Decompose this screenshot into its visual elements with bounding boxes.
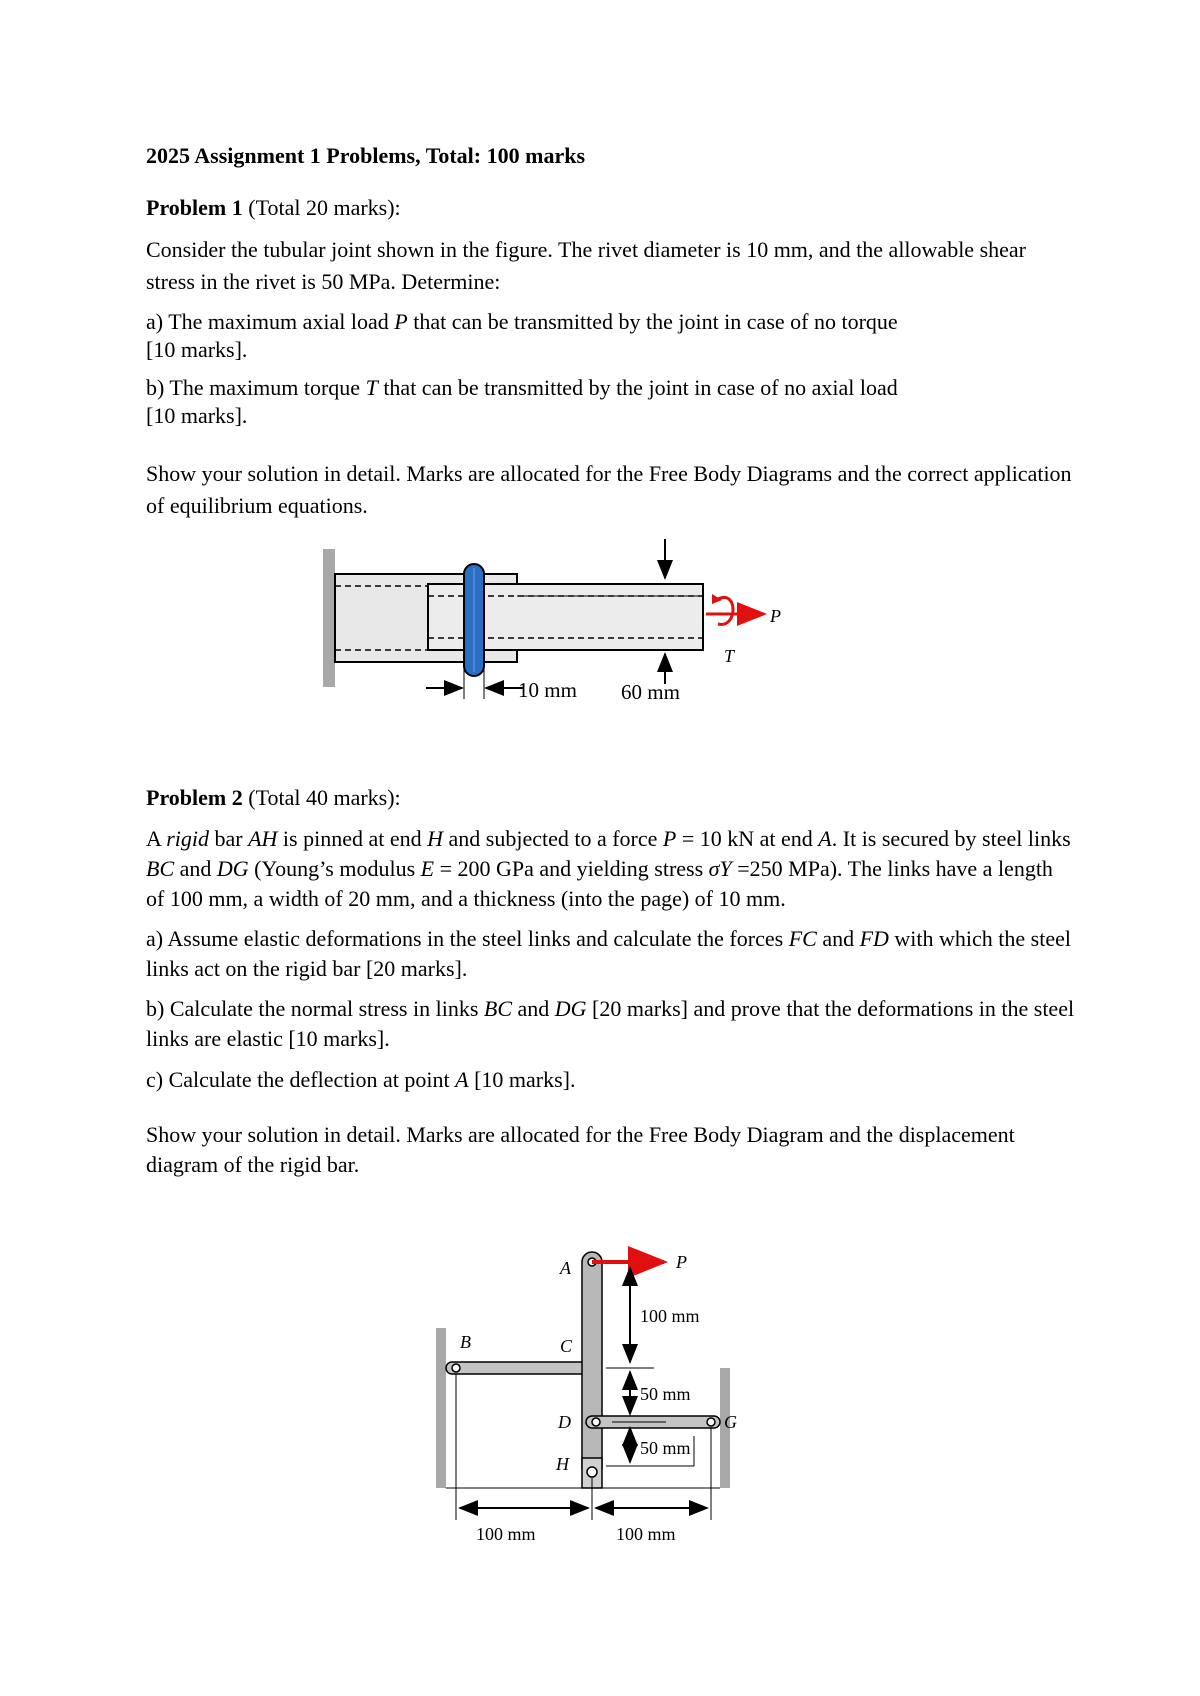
- problem2-instructions: Show your solution in detail. Marks are allocated for the Free Body Diagram and the displacement diagram of the rigid bar.: [146, 1122, 1015, 1177]
- problem1-intro: Consider the tubular joint shown in the figure. The rivet diameter is 10 mm, and the allowable shear stress in the rivet is 50 MPa. Determine:: [146, 237, 1026, 294]
- torque-arrow: [718, 597, 733, 624]
- dim-AC: 100 mm: [640, 1306, 700, 1326]
- fig2-label-G: G: [724, 1412, 737, 1432]
- assignment-title: 2025 Assignment 1 Problems, Total: 100 marks: [146, 143, 586, 168]
- problem2-heading: Problem 2 (Total 40 marks):: [146, 785, 401, 810]
- fig2-label-P: P: [676, 1252, 687, 1272]
- fig2-label-H: H: [556, 1454, 569, 1474]
- document-page: [146, 140, 1076, 1540]
- label-T: T: [724, 646, 735, 666]
- link-BC: [446, 1362, 594, 1374]
- label-P: P: [770, 606, 781, 626]
- dim-BH: 100 mm: [476, 1524, 536, 1540]
- problem2-intro: A rigid bar AH is pinned at end H and subjected to a force P = 10 kN at end A. It is secured by steel links BC and DG (Young’s modulus E = 200 GPa and yielding stress σY =250 MPa). The links have a length of 100 mm, a width of 20 mm, and a thickness (into the page) of 10 mm.: [146, 826, 1071, 911]
- fig2-label-B: B: [460, 1332, 471, 1352]
- problem1-part-b: b) The maximum torque T that can be transmitted by the joint in case of no axial load [10 marks].: [146, 375, 898, 428]
- fig2-label-A: A: [560, 1258, 571, 1278]
- left-wall: [436, 1328, 446, 1488]
- problem1-heading: Problem 1 (Total 20 marks):: [146, 195, 401, 220]
- fig2-label-D: D: [558, 1412, 571, 1432]
- problem2-part-b: b) Calculate the normal stress in links BC and DG [20 marks] and prove that the deformations in the steel links are elastic [10 marks].: [146, 996, 1075, 1051]
- problem1-part-a: a) The maximum axial load P that can be transmitted by the joint in case of no torque [10 marks].: [146, 309, 898, 362]
- problem1-instructions: Show your solution in detail. Marks are allocated for the Free Body Diagrams and the correct application of equilibrium equations.: [146, 461, 1072, 518]
- tubular-joint-figure: [146, 534, 1076, 734]
- dim-rivet: 10 mm: [518, 678, 577, 702]
- wall: [323, 549, 335, 687]
- fig2-label-C: C: [560, 1336, 573, 1356]
- problem2-part-a: a) Assume elastic deformations in the steel links and calculate the forces FC and FD with which the steel links act on the rigid bar [20 marks].: [146, 926, 1071, 981]
- problem2-part-c: c) Calculate the deflection at point A [10 marks].: [146, 1067, 576, 1092]
- dim-HG: 100 mm: [616, 1524, 676, 1540]
- rigid-bar-AH: [582, 1252, 602, 1478]
- dim-CD: 50 mm: [640, 1384, 691, 1404]
- dim-DH: 50 mm: [640, 1438, 691, 1458]
- dim-tube: 60 mm: [621, 680, 680, 704]
- rigid-bar-figure: [146, 1210, 1076, 1540]
